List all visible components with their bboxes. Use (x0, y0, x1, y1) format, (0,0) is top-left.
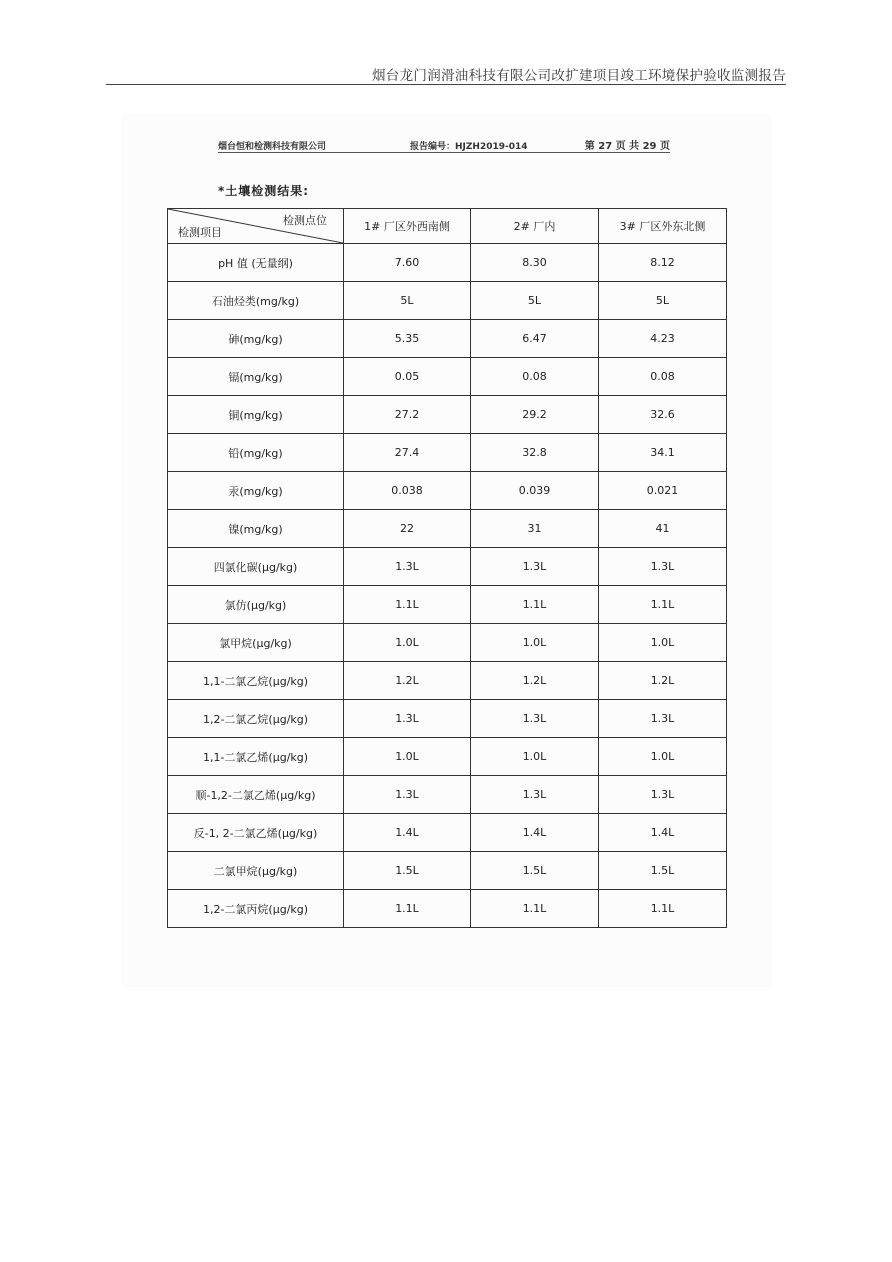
value-cell: 32.8 (471, 434, 599, 472)
value-cell: 1.3L (599, 700, 727, 738)
value-cell: 1.0L (471, 624, 599, 662)
row-item-label: 铅(mg/kg) (168, 434, 344, 472)
table-row (168, 396, 727, 434)
value-cell: 5L (599, 282, 727, 320)
value-cell: 0.021 (599, 472, 727, 510)
value-cell: 31 (471, 510, 599, 548)
value-cell: 1.3L (344, 700, 471, 738)
value-cell: 22 (344, 510, 471, 548)
value-cell: 1.0L (471, 738, 599, 776)
value-cell: 1.4L (344, 814, 471, 852)
value-cell: 1.0L (344, 624, 471, 662)
value-cell: 8.12 (599, 244, 727, 282)
table-row (168, 700, 727, 738)
corner-label-location: 检测点位 (283, 214, 327, 227)
report-number: 报告编号：HJZH2019-014 (410, 142, 528, 152)
value-cell: 1.3L (471, 700, 599, 738)
value-cell: 1.1L (471, 890, 599, 928)
value-cell: 1.1L (344, 890, 471, 928)
value-cell: 4.23 (599, 320, 727, 358)
column-header: 1# 厂区外西南侧 (344, 209, 471, 244)
value-cell: 1.1L (344, 586, 471, 624)
row-item-label: 镍(mg/kg) (168, 510, 344, 548)
corner-cell (168, 209, 344, 244)
row-item-label: 反-1, 2-二氯乙烯(μg/kg) (168, 814, 344, 852)
value-cell: 1.0L (599, 624, 727, 662)
value-cell: 1.4L (599, 814, 727, 852)
table-header-row (168, 209, 727, 244)
row-item-label: 二氯甲烷(μg/kg) (168, 852, 344, 890)
value-cell: 1.4L (471, 814, 599, 852)
row-item-label: pH 值 (无量纲) (168, 244, 344, 282)
value-cell: 1.3L (599, 776, 727, 814)
value-cell: 1.1L (599, 890, 727, 928)
value-cell: 6.47 (471, 320, 599, 358)
value-cell: 1.3L (599, 548, 727, 586)
row-item-label: 顺-1,2-二氯乙烯(μg/kg) (168, 776, 344, 814)
column-header: 3# 厂区外东北侧 (599, 209, 727, 244)
value-cell: 1.3L (471, 548, 599, 586)
lab-name: 烟台恒和检测科技有限公司 (218, 142, 327, 152)
value-cell: 27.2 (344, 396, 471, 434)
row-item-label: 1,2-二氯丙烷(μg/kg) (168, 890, 344, 928)
value-cell: 1.3L (471, 776, 599, 814)
row-item-label: 氯甲烷(μg/kg) (168, 624, 344, 662)
value-cell: 0.039 (471, 472, 599, 510)
table-row (168, 814, 727, 852)
table-row (168, 358, 727, 396)
value-cell: 1.0L (599, 738, 727, 776)
row-item-label: 汞(mg/kg) (168, 472, 344, 510)
value-cell: 1.3L (344, 776, 471, 814)
value-cell: 1.0L (344, 738, 471, 776)
value-cell: 0.08 (471, 358, 599, 396)
header-rule (106, 84, 786, 85)
scan-edge-marks (759, 293, 769, 373)
value-cell: 32.6 (599, 396, 727, 434)
table-row (168, 776, 727, 814)
table-body (168, 244, 727, 928)
row-item-label: 1,2-二氯乙烷(μg/kg) (168, 700, 344, 738)
table-row (168, 510, 727, 548)
row-item-label: 镉(mg/kg) (168, 358, 344, 396)
value-cell: 1.1L (471, 586, 599, 624)
row-item-label: 砷(mg/kg) (168, 320, 344, 358)
value-cell: 1.2L (599, 662, 727, 700)
scan-header-rule (218, 152, 670, 153)
row-item-label: 1,1-二氯乙烯(μg/kg) (168, 738, 344, 776)
value-cell: 0.08 (599, 358, 727, 396)
table-row (168, 586, 727, 624)
value-cell: 1.1L (599, 586, 727, 624)
scanned-page (123, 115, 770, 986)
table-row (168, 890, 727, 928)
value-cell: 1.5L (344, 852, 471, 890)
value-cell: 1.5L (471, 852, 599, 890)
table-row (168, 320, 727, 358)
value-cell: 7.60 (344, 244, 471, 282)
page-indicator: 第 27 页 共 29 页 (584, 141, 670, 152)
row-item-label: 1,1-二氯乙烷(μg/kg) (168, 662, 344, 700)
row-item-label: 铜(mg/kg) (168, 396, 344, 434)
column-header: 2# 厂内 (471, 209, 599, 244)
corner-label-item: 检测项目 (178, 226, 222, 239)
value-cell: 5L (344, 282, 471, 320)
table-row (168, 662, 727, 700)
table-row (168, 852, 727, 890)
value-cell: 5L (471, 282, 599, 320)
value-cell: 1.5L (599, 852, 727, 890)
table-row (168, 624, 727, 662)
value-cell: 41 (599, 510, 727, 548)
value-cell: 0.05 (344, 358, 471, 396)
row-item-label: 四氯化碳(μg/kg) (168, 548, 344, 586)
value-cell: 34.1 (599, 434, 727, 472)
soil-results-table (167, 208, 727, 928)
value-cell: 5.35 (344, 320, 471, 358)
table-row (168, 434, 727, 472)
value-cell: 0.038 (344, 472, 471, 510)
table-row (168, 738, 727, 776)
value-cell: 1.2L (344, 662, 471, 700)
section-title: *土壤检测结果: (218, 184, 310, 198)
table-row (168, 472, 727, 510)
table-row (168, 244, 727, 282)
table-row (168, 282, 727, 320)
value-cell: 8.30 (471, 244, 599, 282)
row-item-label: 石油烃类(mg/kg) (168, 282, 344, 320)
running-header: 烟台龙门润滑油科技有限公司改扩建项目竣工环境保护验收监测报告 (372, 68, 786, 84)
table-row (168, 548, 727, 586)
value-cell: 27.4 (344, 434, 471, 472)
row-item-label: 氯仿(μg/kg) (168, 586, 344, 624)
value-cell: 1.2L (471, 662, 599, 700)
value-cell: 1.3L (344, 548, 471, 586)
value-cell: 29.2 (471, 396, 599, 434)
